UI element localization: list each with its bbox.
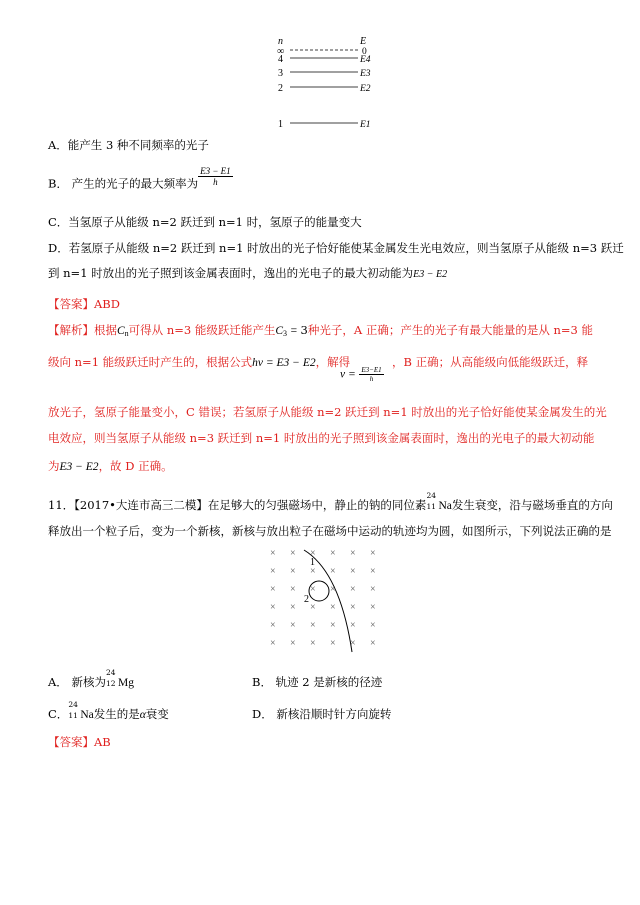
field-marks [270,548,376,649]
level-n-3: 3 [278,68,283,79]
field-cross-mark: × [290,620,296,631]
track-label-1: 1 [310,557,315,568]
option-d-expr: E3 − E2 [413,269,448,280]
field-cross-mark: × [290,548,296,559]
field-cross-mark: × [370,638,376,649]
field-cross-mark: × [330,548,336,559]
n-header: n [278,36,283,47]
field-cross-mark: × [350,584,356,595]
field-cross-mark: × [310,620,316,631]
field-cross-mark: × [370,584,376,595]
level-e-3: E3 [360,69,371,79]
option-a-q11: A． 新核为 24 12 Mg [48,668,134,689]
field-cross-mark: × [310,548,316,559]
option-d-q10-line2: 到 n=1 时放出的光子照到该金属表面时，逸出的光电子的最大初动能为E3 − E2 [48,266,448,280]
field-cross-mark: × [370,602,376,613]
field-cross-mark: × [350,566,356,577]
field-cross-mark: × [290,584,296,595]
level-n-2: 2 [278,83,283,94]
level-e-2: E2 [360,84,371,94]
field-cross-mark: × [290,638,296,649]
field-cross-mark: × [350,602,356,613]
field-cross-mark: × [270,566,276,577]
field-cross-mark: × [370,620,376,631]
option-b-q11: B． 轨迹 2 是新核的径迹 [252,675,383,689]
field-cross-mark: × [310,566,316,577]
level-e-1: E1 [360,120,371,130]
mg-isotope: 24 12 [105,668,116,688]
e-header: E [360,36,367,47]
level-n-inf: ∞ [277,46,285,57]
q11-line-1: 11．【2017•大连市高三二模】在足够大的匀强磁场中，静止的钠的同位素 24 11 Na发生衰变，沿与磁场垂直的方向 [48,491,613,512]
formula-hv: hν = E3 − E2 [252,357,316,369]
field-cross-mark: × [270,548,276,559]
analysis-line-1: 【解析】根据$C_n$可得从 n=3 能级跃迁能产生$C_3 = 3$种光子，A 正确；产生的光子有最大能量的是从 n=3 能 [48,323,593,338]
option-c-q10: C．当氢原子从能级 n=2 跃迁到 n=1 时，氢原子的能量变大 [48,215,362,229]
field-cross-mark: × [270,638,276,649]
magnetic-field-diagram [262,542,392,654]
field-cross-mark: × [310,584,316,595]
field-cross-mark: × [370,548,376,559]
option-c-q11: C． 24 11 Na发生的是α衰变 [48,700,169,721]
level-n-4: 4 [278,54,283,65]
field-cross-mark: × [350,548,356,559]
analysis-line-2-tail: ，B 正确；从高能级向低能级跃迁，释 [392,355,589,369]
option-b-fraction: $\frac{E3 - E1}{h}$ [200,166,231,187]
analysis-line-3: 放光子，氢原子能量变小，C 错误；若氢原子从能级 n=2 跃迁到 n=1 时放出的光子恰好能使某金属发生的光 [48,405,607,419]
analysis-line-5: 为E3 − E2，故 D 正确。 [48,459,173,473]
option-d-q10-line1: D．若氢原子从能级 n=2 跃迁到 n=1 时放出的光子恰好能使某金属发生光电效应，则当氢原子从能级 n=3 跃迁 [48,241,624,255]
option-a-q10: A．能产生 3 种不同频率的光子 [48,138,209,152]
answer-q11: 【答案】AB [48,735,111,749]
track-label-2: 2 [304,594,309,605]
field-cross-mark: × [370,566,376,577]
field-cross-mark: × [270,620,276,631]
na-isotope-c: 24 11 [68,700,78,720]
field-cross-mark: × [310,638,316,649]
q11-line-2: 释放出一个粒子后，变为一个新核，新核与放出粒子在磁场中运动的轨迹均为圆，如图所示，下列说法正确的是 [48,524,612,538]
combination-cn2: $C_n$ [117,325,129,338]
analysis-line-2: 级向 n=1 能级跃迁时产生的，根据公式hν = E3 − E2，解得 [48,355,351,369]
formula-v: v = $\frac{E3-E1}{h}$ [340,366,382,383]
option-b-q10 [48,166,233,192]
field-cross-mark: × [330,584,336,595]
field-cross-mark: × [330,566,336,577]
field-cross-mark: × [270,584,276,595]
answer-q10: 【答案】ABD [48,297,120,311]
level-e-4: E4 [360,55,371,65]
field-cross-mark: × [310,602,316,613]
field-cross-mark: × [290,602,296,613]
level-e-inf: 0 [362,47,367,57]
combination-c32: $C_3$ = [275,325,301,338]
field-cross-mark: × [330,620,336,631]
field-cross-mark: × [350,638,356,649]
field-cross-mark: × [350,620,356,631]
option-b-q10-text: B． 产生的光子的最大频率为 [48,176,199,191]
field-cross-mark: × [330,638,336,649]
energy-level-diagram [268,36,378,132]
analysis-line-4: 电效应，则当氢原子从能级 n=3 跃迁到 n=1 时放出的光子照到该金属表面时，逸出的光电子的最大初动能 [48,431,595,445]
option-d-q11: D． 新核沿顺时针方向旋转 [252,707,392,721]
field-cross-mark: × [290,566,296,577]
na-isotope: 24 11 [426,491,436,511]
field-cross-mark: × [270,602,276,613]
level-n-1: 1 [278,119,283,130]
field-cross-mark: × [330,602,336,613]
